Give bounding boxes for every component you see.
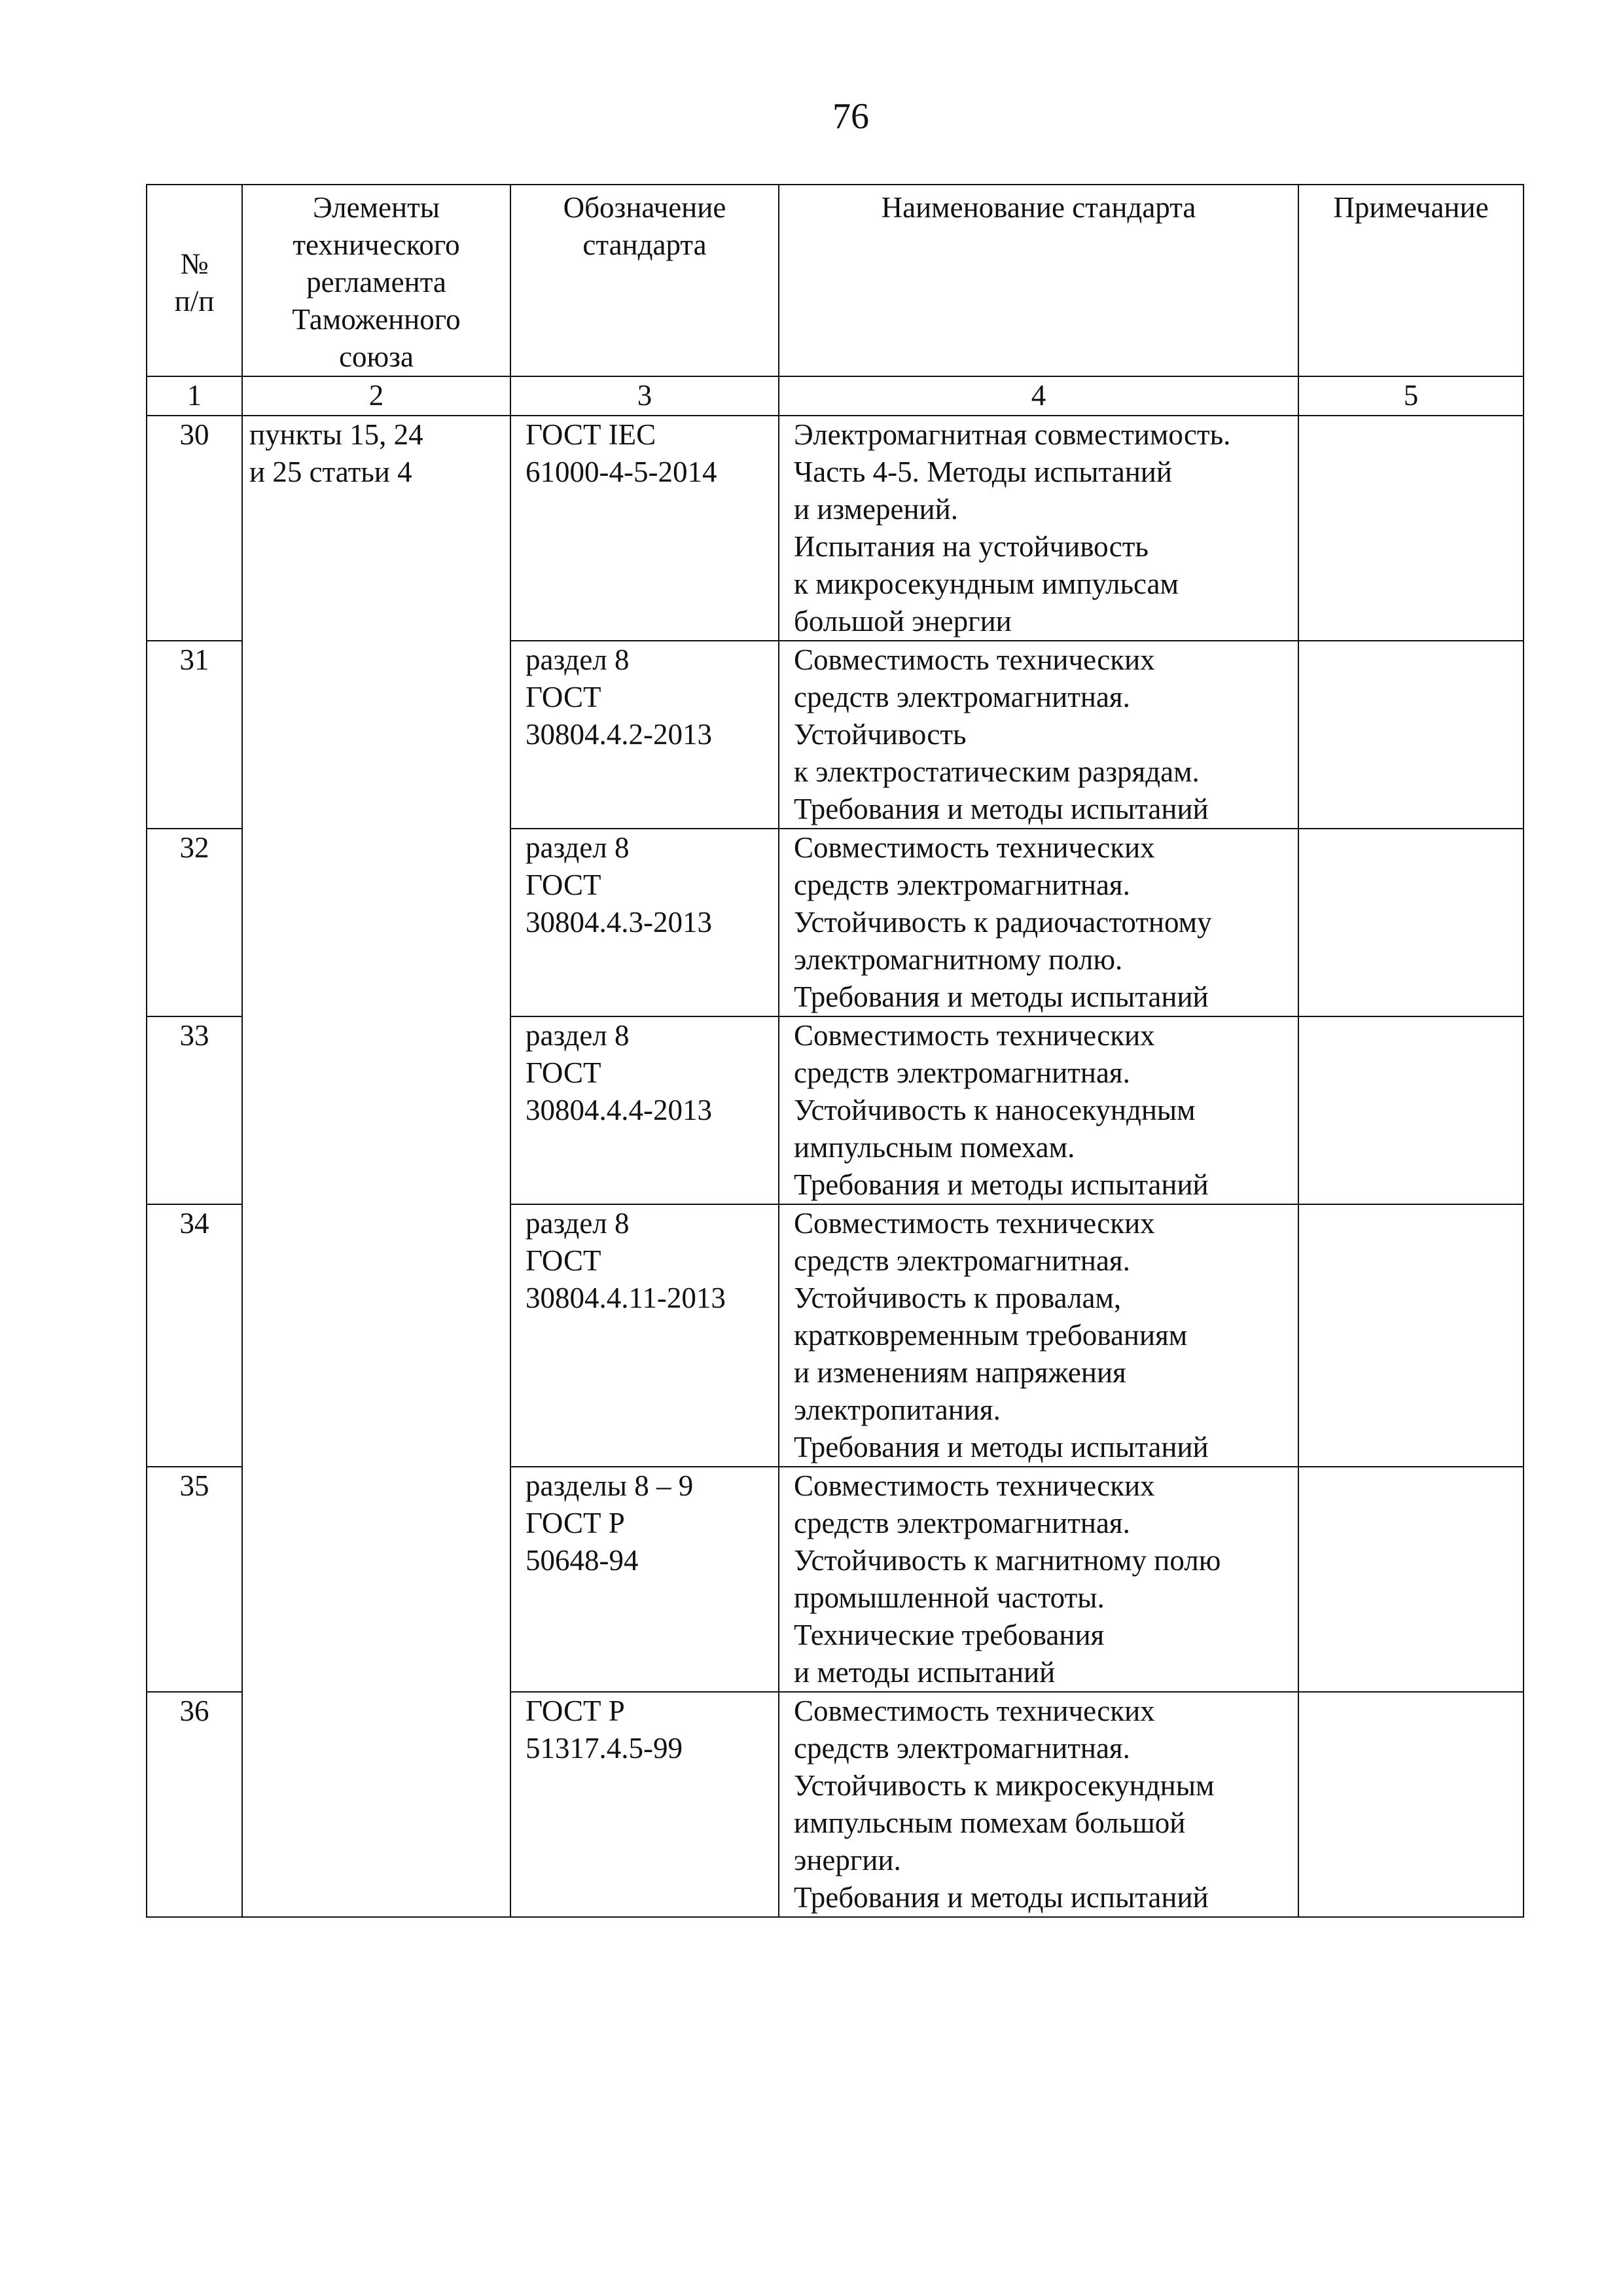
name-line: к электростатическим разрядам. [794, 755, 1200, 788]
column-number: 2 [242, 376, 510, 416]
header-elements-line: технического [293, 228, 460, 261]
designation-line: раздел 8 [526, 1207, 630, 1240]
column-number: 3 [510, 376, 779, 416]
header-designation-line: стандарта [582, 228, 707, 261]
row-number: 35 [147, 1467, 242, 1692]
name-line: Требования и методы испытаний [794, 1168, 1209, 1201]
name-line: кратковременным требованиям [794, 1319, 1188, 1352]
note-cell [1298, 1016, 1524, 1204]
header-no-line: № [180, 247, 209, 280]
designation-line: ГОСТ [526, 1244, 601, 1277]
name-line: Устойчивость к микросекундным [794, 1769, 1215, 1802]
note-cell [1298, 1692, 1524, 1917]
row-number: 33 [147, 1016, 242, 1204]
name-line: Устойчивость к магнитному полю [794, 1544, 1221, 1577]
name-line: Устойчивость к провалам, [794, 1282, 1122, 1314]
header-no [147, 185, 242, 376]
name-line: Электромагнитная совместимость. [794, 418, 1231, 451]
note-cell [1298, 829, 1524, 1016]
standard-name-cell [779, 1204, 1298, 1467]
header-elements-line: регламента [306, 266, 446, 298]
note-cell [1298, 1467, 1524, 1692]
name-line: электромагнитному полю. [794, 943, 1123, 976]
name-line: электропитания. [794, 1393, 1001, 1426]
name-line: Требования и методы испытаний [794, 793, 1209, 825]
name-line: Совместимость технических [794, 1207, 1155, 1240]
standard-name-cell [779, 1692, 1298, 1917]
note-cell [1298, 1204, 1524, 1467]
name-line: импульсным помехам. [794, 1131, 1075, 1164]
name-line: средств электромагнитная. [794, 1244, 1130, 1277]
name-line: средств электромагнитная. [794, 1056, 1130, 1089]
designation-line: 30804.4.3-2013 [526, 906, 712, 939]
name-line: и методы испытаний [794, 1656, 1056, 1689]
designation-cell [510, 1692, 779, 1917]
page-number: 76 [832, 96, 869, 137]
designation-line: ГОСТ Р [526, 1695, 625, 1727]
note-cell [1298, 641, 1524, 829]
standard-name-cell [779, 829, 1298, 1016]
designation-cell [510, 1204, 779, 1467]
standard-name-cell [779, 416, 1298, 641]
header-no-line: п/п [174, 284, 215, 317]
designation-cell [510, 1467, 779, 1692]
designation-line: раздел 8 [526, 643, 630, 676]
name-line: Часть 4-5. Методы испытаний [794, 456, 1172, 488]
header-designation [510, 185, 779, 376]
name-line: Совместимость технических [794, 1469, 1155, 1502]
name-line: средств электромагнитная. [794, 869, 1130, 901]
row-number: 30 [147, 416, 242, 641]
header-name-line: Наименование стандарта [881, 191, 1196, 224]
name-line: большой энергии [794, 605, 1012, 637]
name-line: к микросекундным импульсам [794, 567, 1179, 600]
name-line: Требования и методы испытаний [794, 1881, 1209, 1914]
designation-line: ГОСТ [526, 681, 601, 713]
header-elements-line: Таможенного [292, 303, 461, 336]
name-line: Совместимость технических [794, 831, 1155, 864]
designation-line: 50648-94 [526, 1544, 639, 1577]
standard-name-cell [779, 1467, 1298, 1692]
designation-cell [510, 829, 779, 1016]
row-number: 32 [147, 829, 242, 1016]
name-line: средств электромагнитная. [794, 1732, 1130, 1765]
row-number: 31 [147, 641, 242, 829]
note-cell [1298, 416, 1524, 641]
header-elements [242, 185, 510, 376]
designation-line: 61000-4-5-2014 [526, 456, 717, 488]
name-line: Устойчивость [794, 718, 967, 751]
header-elements-line: Элементы [313, 191, 440, 224]
header-designation-line: Обозначение [563, 191, 726, 224]
table-row [147, 416, 1524, 641]
designation-line: ГОСТ [526, 1056, 601, 1089]
row-number: 36 [147, 1692, 242, 1917]
column-number: 4 [779, 376, 1298, 416]
header-row [147, 185, 1524, 376]
header-elements-line: союза [339, 340, 414, 373]
header-note [1298, 185, 1524, 376]
designation-line: 51317.4.5-99 [526, 1732, 683, 1765]
designation-line: разделы 8 – 9 [526, 1469, 694, 1502]
name-line: энергии. [794, 1844, 901, 1876]
name-line: промышленной частоты. [794, 1581, 1105, 1614]
name-line: Требования и методы испытаний [794, 1431, 1209, 1463]
column-number: 5 [1298, 376, 1524, 416]
designation-line: 30804.4.4-2013 [526, 1094, 712, 1126]
standard-name-cell [779, 641, 1298, 829]
standard-name-cell [779, 1016, 1298, 1204]
standards-table [146, 184, 1524, 1918]
column-number: 1 [147, 376, 242, 416]
designation-line: 30804.4.11-2013 [526, 1282, 726, 1314]
header-note-line: Примечание [1333, 191, 1489, 224]
elements-line: и 25 статьи 4 [249, 456, 412, 488]
designation-cell [510, 641, 779, 829]
row-number: 34 [147, 1204, 242, 1467]
name-line: Технические требования [794, 1619, 1105, 1651]
elements-cell [242, 416, 510, 1917]
designation-line: раздел 8 [526, 831, 630, 864]
elements-line: пункты 15, 24 [249, 418, 423, 451]
name-line: Совместимость технических [794, 1695, 1155, 1727]
designation-cell [510, 416, 779, 641]
designation-cell [510, 1016, 779, 1204]
designation-line: 30804.4.2-2013 [526, 718, 712, 751]
name-line: импульсным помехам большой [794, 1806, 1186, 1839]
header-name [779, 185, 1298, 376]
name-line: средств электромагнитная. [794, 681, 1130, 713]
name-line: Устойчивость к радиочастотному [794, 906, 1212, 939]
column-number-row [147, 376, 1524, 416]
name-line: средств электромагнитная. [794, 1507, 1130, 1539]
name-line: Совместимость технических [794, 643, 1155, 676]
name-line: Требования и методы испытаний [794, 980, 1209, 1013]
designation-line: раздел 8 [526, 1019, 630, 1052]
name-line: Испытания на устойчивость [794, 530, 1149, 563]
name-line: и изменениям напряжения [794, 1356, 1126, 1389]
name-line: Совместимость технических [794, 1019, 1155, 1052]
designation-line: ГОСТ IEC [526, 418, 656, 451]
designation-line: ГОСТ [526, 869, 601, 901]
designation-line: ГОСТ Р [526, 1507, 625, 1539]
name-line: Устойчивость к наносекундным [794, 1094, 1196, 1126]
name-line: и измерений. [794, 493, 958, 526]
